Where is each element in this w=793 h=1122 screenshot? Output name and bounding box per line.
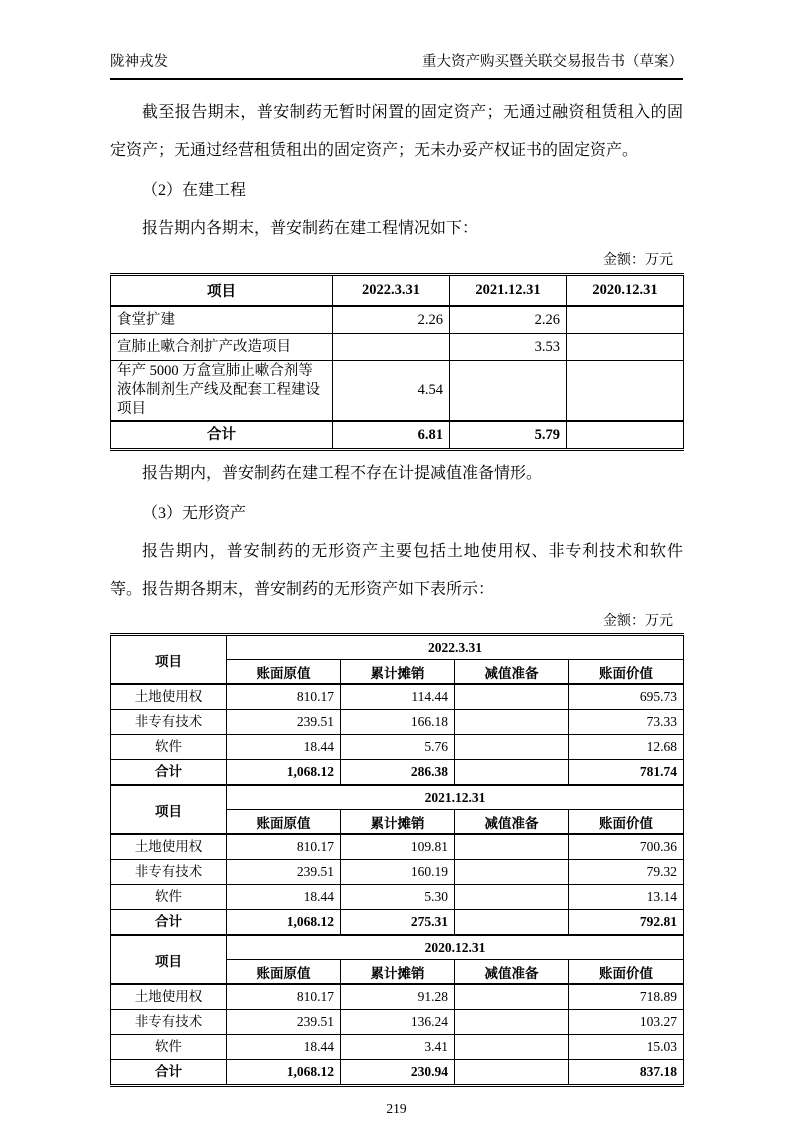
section-date-header: 2022.3.31	[227, 635, 684, 660]
section-heading-construction-in-progress: （2）在建工程	[142, 182, 247, 199]
table-row	[111, 735, 684, 760]
col-header-book-value: 账面价值	[569, 960, 684, 985]
cell-value	[455, 710, 569, 735]
cell-value: 73.33	[569, 710, 684, 735]
cell-value: 239.51	[227, 710, 341, 735]
cell-value: 18.44	[227, 735, 341, 760]
cell-total-value: 1,068.12	[227, 910, 341, 936]
section-date-row	[111, 785, 684, 810]
col-header-impairment-provision: 减值准备	[455, 660, 569, 685]
cell-value	[455, 735, 569, 760]
section-date-row	[111, 935, 684, 960]
col-header-item: 项目	[111, 635, 227, 685]
section-heading-intangible-assets: （3）无形资产	[142, 505, 247, 522]
table-row	[111, 984, 684, 1010]
cell-value: 3.41	[341, 1035, 455, 1060]
cell-value	[455, 684, 569, 710]
cell-value: 5.30	[341, 885, 455, 910]
col-header-item: 项目	[111, 785, 227, 834]
unit-label-cip: 金额：万元	[603, 253, 673, 268]
cell-total-value	[567, 421, 684, 450]
cell-value: 103.27	[569, 1010, 684, 1035]
cell-item-name: 食堂扩建	[111, 306, 333, 334]
cell-total-value: 230.94	[341, 1060, 455, 1086]
cell-value	[567, 334, 684, 361]
cell-item-name: 非专有技术	[111, 710, 227, 735]
cell-total-value	[455, 760, 569, 786]
cell-total-value: 781.74	[569, 760, 684, 786]
cell-value: 3.53	[450, 334, 567, 361]
cell-total-value: 286.38	[341, 760, 455, 786]
cell-total-value: 5.79	[450, 421, 567, 450]
col-header-impairment-provision: 减值准备	[455, 810, 569, 835]
header-company-name: 陇神戎发	[110, 54, 168, 70]
cell-value: 136.24	[341, 1010, 455, 1035]
cell-value: 166.18	[341, 710, 455, 735]
cell-value: 18.44	[227, 885, 341, 910]
table-total-row	[111, 910, 684, 936]
table-row	[111, 885, 684, 910]
cell-item-name: 非专有技术	[111, 1010, 227, 1035]
cell-item-name: 土地使用权	[111, 834, 227, 860]
cell-total-value	[455, 910, 569, 936]
col-header-original-value: 账面原值	[227, 660, 341, 685]
cell-item-name: 宣肺止嗽合剂扩产改造项目	[111, 334, 333, 361]
cell-value: 18.44	[227, 1035, 341, 1060]
section-date-row	[111, 635, 684, 660]
cell-value: 700.36	[569, 834, 684, 860]
cell-value: 109.81	[341, 834, 455, 860]
cell-item-name: 土地使用权	[111, 984, 227, 1010]
table-row	[111, 1010, 684, 1035]
col-header-2021-12-31: 2021.12.31	[450, 275, 567, 307]
col-header-book-value: 账面价值	[569, 810, 684, 835]
cell-value	[333, 334, 450, 361]
cell-value: 718.89	[569, 984, 684, 1010]
cell-value	[455, 885, 569, 910]
cell-total-value: 792.81	[569, 910, 684, 936]
table-total-row	[111, 1060, 684, 1086]
col-header-2022-03-31: 2022.3.31	[333, 275, 450, 307]
table-row	[111, 306, 684, 334]
cell-total-value: 1,068.12	[227, 760, 341, 786]
table-row	[111, 834, 684, 860]
table-row	[111, 684, 684, 710]
section-date-header: 2021.12.31	[227, 785, 684, 810]
section-date-header: 2020.12.31	[227, 935, 684, 960]
paragraph-intangible-intro: 报告期内，普安制药的无形资产主要包括土地使用权、非专利技术和软件等。报告期各期末，普安制药的无形资产如下表所示：	[110, 543, 683, 598]
cell-value: 695.73	[569, 684, 684, 710]
cell-value: 5.76	[341, 735, 455, 760]
intangible-assets-table	[110, 633, 684, 1087]
cell-total-label: 合计	[111, 910, 227, 936]
cell-value: 4.54	[333, 361, 450, 422]
cell-item-name: 非专有技术	[111, 860, 227, 885]
cell-total-value: 837.18	[569, 1060, 684, 1086]
cell-value: 160.19	[341, 860, 455, 885]
cell-value: 15.03	[569, 1035, 684, 1060]
table-header-row	[111, 275, 684, 307]
col-header-accumulated-amortization: 累计摊销	[341, 810, 455, 835]
col-header-book-value: 账面价值	[569, 660, 684, 685]
cell-value: 2.26	[450, 306, 567, 334]
table-total-row	[111, 760, 684, 786]
table-row	[111, 1035, 684, 1060]
cell-total-value: 275.31	[341, 910, 455, 936]
col-header-accumulated-amortization: 累计摊销	[341, 660, 455, 685]
table-row	[111, 361, 684, 422]
cell-value: 810.17	[227, 684, 341, 710]
cell-value: 91.28	[341, 984, 455, 1010]
cell-total-value	[455, 1060, 569, 1086]
col-header-item: 项目	[111, 275, 333, 307]
cell-value: 239.51	[227, 1010, 341, 1035]
col-header-accumulated-amortization: 累计摊销	[341, 960, 455, 985]
col-header-original-value: 账面原值	[227, 810, 341, 835]
col-header-2020-12-31: 2020.12.31	[567, 275, 684, 307]
paragraph-cip-impairment: 报告期内，普安制药在建工程不存在计提减值准备情形。	[142, 465, 543, 482]
cell-total-label: 合计	[111, 1060, 227, 1086]
cell-value: 13.14	[569, 885, 684, 910]
col-header-item: 项目	[111, 935, 227, 984]
cell-item-name: 土地使用权	[111, 684, 227, 710]
table-total-row	[111, 421, 684, 450]
cell-total-value: 1,068.12	[227, 1060, 341, 1086]
cell-value: 239.51	[227, 860, 341, 885]
running-header	[110, 0, 683, 80]
paragraph-fixed-assets: 截至报告期末，普安制药无暂时闲置的固定资产；无通过融资租赁租入的固定资产；无通过经营租赁租出的固定资产；无未办妥产权证书的固定资产。	[110, 104, 683, 159]
cell-value	[455, 1035, 569, 1060]
cell-total-value: 6.81	[333, 421, 450, 450]
cell-item-name: 软件	[111, 1035, 227, 1060]
cell-item-name: 软件	[111, 735, 227, 760]
table-row	[111, 334, 684, 361]
cell-item-name: 软件	[111, 885, 227, 910]
cell-value: 12.68	[569, 735, 684, 760]
cell-total-label: 合计	[111, 760, 227, 786]
cell-value	[455, 1010, 569, 1035]
cell-item-name: 年产 5000 万盒宣肺止嗽合剂等液体制剂生产线及配套工程建设项目	[111, 361, 333, 422]
cell-value	[450, 361, 567, 422]
construction-in-progress-table	[110, 273, 684, 451]
table-row	[111, 710, 684, 735]
cell-total-label: 合计	[111, 421, 333, 450]
cell-value: 114.44	[341, 684, 455, 710]
cell-value	[455, 860, 569, 885]
col-header-impairment-provision: 减值准备	[455, 960, 569, 985]
cell-value	[567, 361, 684, 422]
cell-value	[455, 984, 569, 1010]
cell-value	[567, 306, 684, 334]
cell-value: 810.17	[227, 834, 341, 860]
cell-value: 79.32	[569, 860, 684, 885]
col-header-original-value: 账面原值	[227, 960, 341, 985]
unit-label-intangible: 金额：万元	[603, 614, 673, 629]
page-number: 219	[386, 1101, 407, 1116]
header-document-title: 重大资产购买暨关联交易报告书（草案）	[422, 54, 683, 70]
paragraph-cip-intro: 报告期内各期末，普安制药在建工程情况如下：	[142, 220, 479, 237]
cell-value	[455, 834, 569, 860]
cell-value: 2.26	[333, 306, 450, 334]
cell-value: 810.17	[227, 984, 341, 1010]
table-row	[111, 860, 684, 885]
